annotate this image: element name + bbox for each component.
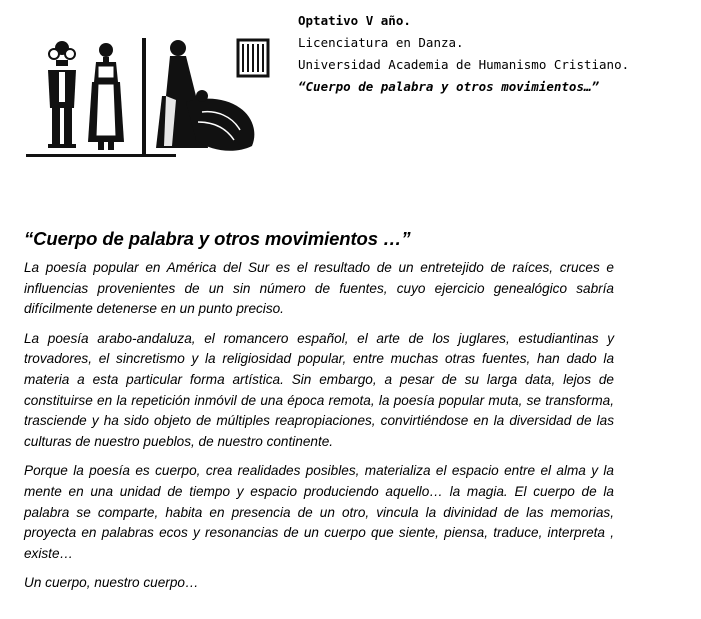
paragraph: La poesía arabo-andaluza, el romancero español, el arte de los juglares, estudiantinas y trovadores, el sincretismo y la religiosidad popular, entre muchas otras fuentes, han dado la materia a esta particular forma artística. Sin embargo, a pesar de su larga data, lejos de constituirse en la repetición inmóvil de una época remota, la poesía popular muta, se transforma, trasciende y ha sido objeto de múltiples reapropiaciones, convirtiéndose en la diversidad de las culturas de nuestro pueblos, de nuestro continente. bbox=[24, 330, 614, 449]
paragraph: La poesía popular en América del Sur es el resultado de un entretejido de raíces, cruces e influencias provenientes de un sin número de fuentes, cuyo ejercicio genealógico sabría difícilmente detenerse en un punto preciso. bbox=[24, 260, 614, 317]
document-body bbox=[24, 228, 614, 603]
program-name: Licenciatura en Danza. bbox=[298, 35, 464, 50]
course-name: Optativo V año. bbox=[298, 13, 411, 28]
document-title: “Cuerpo de palabra y otros movimientos …” bbox=[24, 228, 411, 249]
figure-man-icon bbox=[48, 41, 76, 148]
woodcut-illustration bbox=[26, 36, 284, 158]
course-header bbox=[298, 10, 629, 98]
paragraph: Porque la poesía es cuerpo, crea realidades posibles, materializa el espacio entre el alma y la mente en una unidad de tiempo y espacio produciendo aquello… la magia. El cuerpo de la palabra se comparte, habita en presencia de un otro, vincula la divinidad de las memorias, proyecta en palabras ecos y resonancias de un cuerpo que siente, piensa, traduce, interpreta , existe… bbox=[24, 463, 614, 561]
framed-square-icon bbox=[238, 40, 268, 76]
paragraph: Un cuerpo, nuestro cuerpo… bbox=[24, 575, 199, 591]
project-title: “Cuerpo de palabra y otros movimientos…” bbox=[298, 79, 600, 94]
university-name: Universidad Academia de Humanismo Cristiano. bbox=[298, 57, 630, 72]
figure-woman-icon bbox=[88, 43, 124, 150]
